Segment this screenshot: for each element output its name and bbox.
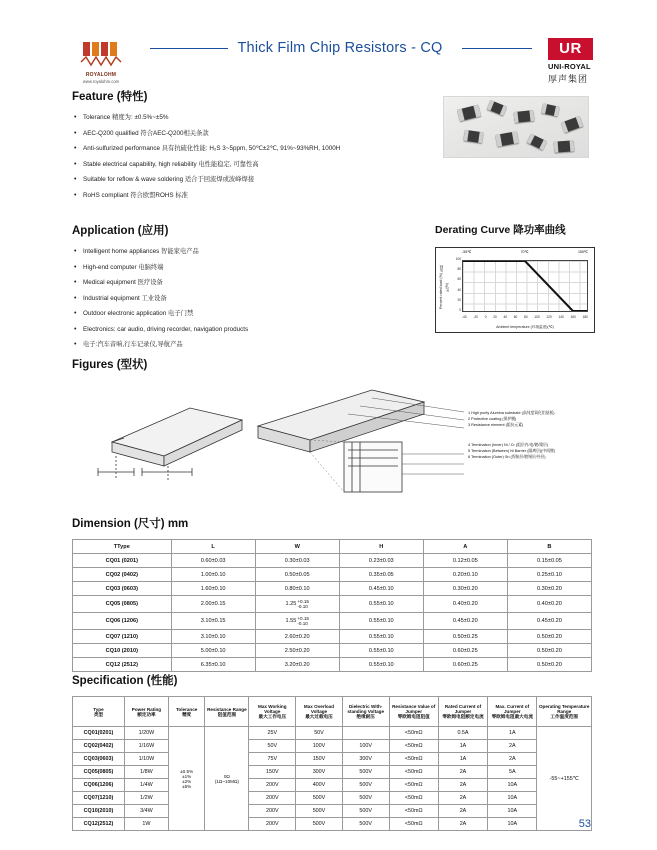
cell-l: 5.00±0.10 (171, 644, 255, 658)
col-a: A (423, 540, 507, 554)
cell-overload-voltage: 500V (296, 805, 343, 818)
col-b: B (507, 540, 591, 554)
cell-dielectric (342, 727, 389, 740)
page-title-text: Thick Film Chip Resistors - CQ (237, 40, 443, 56)
x-tick: 60 (513, 315, 518, 319)
cell-w: 0.50±0.05 (255, 568, 339, 582)
cell-b: 0.50±0.20 (507, 644, 591, 658)
x-tick: 40 (503, 315, 508, 319)
cell-w: 2.60±0.20 (255, 630, 339, 644)
cell-b: 0.50±0.20 (507, 658, 591, 672)
list-item: • AEC-Q200 qualified 符合AEC-Q200相关条款 (72, 130, 432, 139)
col-jumper-resistance-en: Resistance Value of Jumper (392, 704, 436, 714)
col-type-cn: 类型 (93, 711, 104, 717)
cell-rated-current: 0.5A (438, 727, 487, 740)
col-jumper-rated-current-cn: 零欧姆电阻额定电流 (442, 714, 484, 719)
cell-overload-voltage: 100V (296, 740, 343, 753)
derating-y-ticks (449, 257, 461, 312)
cell-working-voltage: 200V (249, 779, 296, 792)
cell-working-voltage: 50V (249, 740, 296, 753)
cell-h: 0.23±0.03 (339, 554, 423, 568)
callout-item: 6 Termination (Outer) Sn (焊接层/镀锡层/外层) (468, 455, 546, 460)
col-power-cn: 额定功率 (137, 711, 156, 717)
cell-l: 1.60±0.10 (171, 582, 255, 596)
cell-jumper-resistance: <50mΩ (389, 740, 438, 753)
cell-type: CQ07 (1210) (73, 630, 172, 644)
list-item: • Medical equipment 医疗设备 (72, 279, 422, 288)
cell-type: CQ07(1210) (73, 792, 125, 805)
x-tick: 160 (570, 315, 576, 319)
col-max-working-voltage (249, 697, 296, 727)
derating-x-ticks (462, 315, 588, 319)
cell-h: 0.55±0.10 (339, 644, 423, 658)
page-header (0, 18, 657, 84)
cell-l: 6.35±0.10 (171, 658, 255, 672)
cell-max-current: 2A (488, 753, 537, 766)
x-tick: -40 (462, 315, 467, 319)
list-item: • Electronics: car audio, driving recorder, navigation products (72, 326, 422, 335)
cell-jumper-resistance: <50mΩ (389, 792, 438, 805)
application-extra-line (72, 341, 422, 350)
cell-type: CQ03 (0603) (73, 582, 172, 596)
cell-b: 0.40±0.20 (507, 596, 591, 613)
cell-power: 3/4W (124, 805, 168, 818)
cell-a: 0.60±0.25 (423, 644, 507, 658)
x-tick: 0 (484, 315, 487, 319)
cell-type: CQ03(0603) (73, 753, 125, 766)
cell-a: 0.60±0.25 (423, 658, 507, 672)
cell-dielectric: 300V (342, 753, 389, 766)
cell-w: 0.80±0.10 (255, 582, 339, 596)
cell-dielectric: 500V (342, 805, 389, 818)
cell-jumper-resistance: <50mΩ (389, 805, 438, 818)
col-dielectric-cn: 绝缘耐压 (356, 714, 375, 719)
cell-type: CQ01(0201) (73, 727, 125, 740)
col-resistance-range-en: Resistance Range (207, 706, 247, 712)
cell-working-voltage: 150V (249, 766, 296, 779)
table-row (73, 630, 592, 644)
y-tick: 100 (455, 257, 461, 261)
figures-diagram (72, 380, 592, 510)
col-l: L (171, 540, 255, 554)
col-dielectric-en: Dielectric With-standing Voltage (347, 704, 385, 714)
x-tick: 180 (582, 315, 588, 319)
feature-title: Feature (特性) (72, 91, 148, 103)
dimension-section (72, 515, 592, 672)
table-row (73, 644, 592, 658)
cell-l: 3.10±0.15 (171, 613, 255, 630)
cell-jumper-resistance: <50mΩ (389, 818, 438, 831)
cell-jumper-resistance: <50mΩ (389, 753, 438, 766)
cell-b: 0.25±0.10 (507, 568, 591, 582)
feature-section (72, 88, 432, 207)
cell-working-voltage: 200V (249, 792, 296, 805)
x-tick: 80 (524, 315, 528, 319)
y-tick: 80 (457, 267, 461, 272)
cell-w: 2.50±0.20 (255, 644, 339, 658)
col-jumper-max-current-cn: 零欧姆电阻最大电流 (491, 714, 533, 719)
x-tick: 20 (493, 315, 497, 319)
cell-w: 1.25 +0.15 -0.10 (255, 596, 339, 613)
cell-rated-current: 2A (438, 766, 487, 779)
feature-list (72, 114, 432, 200)
cell-b: 0.50±0.20 (507, 630, 591, 644)
list-item: • Outdoor electronic application 电子门禁 (72, 310, 422, 319)
cell-overload-voltage: 50V (296, 727, 343, 740)
table-row (73, 792, 592, 805)
application-list (72, 248, 422, 350)
royalohm-brand-text: ROYALOHM (85, 72, 117, 78)
specification-title: Specification (性能) (72, 675, 178, 687)
col-max-overload-voltage-en: Max Overload Voltage (303, 704, 335, 714)
cell-a: 0.50±0.25 (423, 630, 507, 644)
cell-rated-current: 1A (438, 753, 487, 766)
col-max-overload-voltage (296, 697, 343, 727)
derating-x-axis-label: Ambient temperature (环境温度)(℃) (496, 325, 554, 329)
cell-power: 1/10W (124, 753, 168, 766)
royalohm-logo (66, 40, 136, 84)
cell-w: 0.30±0.03 (255, 554, 339, 568)
cell-type: CQ06 (1206) (73, 613, 172, 630)
cell-a: 0.20±0.10 (423, 568, 507, 582)
tolerance-line: ±2% (182, 778, 192, 784)
callout-item: 1 High purity Alumina substrate (高纯度氧化铝基板) (468, 411, 555, 415)
cell-max-current: 1A (488, 727, 537, 740)
annotation-low: -55℃ (462, 250, 472, 254)
table-row (73, 596, 592, 613)
figures-title: Figures (型状) (72, 359, 148, 371)
table-row (73, 740, 592, 753)
cell-power: 1/8W (124, 766, 168, 779)
col-operating-temperature-cn: 工作温度范围 (550, 714, 578, 719)
cell-type: CQ10 (2010) (73, 644, 172, 658)
cell-w: 1.55 +0.15 -0.10 (255, 613, 339, 630)
specification-section (72, 672, 592, 831)
cell-dielectric: 500V (342, 792, 389, 805)
cell-resistance-range-merged (205, 727, 249, 831)
cell-a: 0.12±0.05 (423, 554, 507, 568)
y-tick: 40 (457, 287, 461, 292)
derating-curve-line (463, 261, 587, 311)
col-type: TType (73, 540, 172, 554)
derating-plot-area (462, 260, 588, 312)
cell-dielectric: 500V (342, 766, 389, 779)
col-resistance-range-cn: 阻值范围 (217, 711, 237, 717)
derating-chart (435, 247, 595, 333)
y-tick: 60 (457, 277, 461, 282)
cell-l: 0.60±0.03 (171, 554, 255, 568)
cell-overload-voltage: 150V (296, 753, 343, 766)
col-operating-temperature-en: Operating Temperature Range (538, 704, 590, 714)
cell-overload-voltage: 400V (296, 779, 343, 792)
derating-y-axis-label: Percent rated load (%) 负载比(%) (439, 264, 449, 310)
derating-section (435, 222, 595, 333)
cell-type: CQ12(2512) (73, 818, 125, 831)
dimension-table (72, 539, 592, 672)
col-type-en: Type (93, 706, 104, 712)
callout-group-terminations (468, 442, 657, 460)
col-operating-temperature (537, 697, 592, 727)
cell-a: 0.45±0.20 (423, 613, 507, 630)
uniroyal-name-cn: 厚声集团 (548, 74, 589, 84)
figures-section (72, 356, 592, 510)
list-item: • Intelligent home appliances 智能家电产品 (72, 248, 422, 257)
cell-type: CQ02(0402) (73, 740, 125, 753)
x-tick: 100 (534, 315, 540, 319)
col-tolerance-cn: 精度 (182, 711, 192, 717)
cell-l: 2.00±0.15 (171, 596, 255, 613)
cell-w: 3.20±0.20 (255, 658, 339, 672)
table-row (73, 753, 592, 766)
col-jumper-rated-current (438, 697, 487, 727)
x-tick: 120 (546, 315, 552, 319)
cell-h: 0.55±0.10 (339, 630, 423, 644)
cell-type: CQ06(1206) (73, 779, 125, 792)
list-item: • Tolerance 精度为: ±0.5%~±5% (72, 114, 432, 123)
tolerance-line: ±1% (182, 773, 192, 779)
list-item: • Anti-sulfurized performance 具有抗硫化性能: H₂S 3~5ppm, 50℃±2℃, 91%~93%RH, 1000H (72, 145, 432, 154)
cell-h: 0.45±0.10 (339, 582, 423, 596)
royalohm-website: www.royalohm.com (82, 79, 120, 84)
annotation-high: 155℃ (577, 250, 588, 254)
cell-rated-current: 2A (438, 779, 487, 792)
annotation-mid: 70℃ (520, 250, 529, 254)
cell-tolerance-merged (169, 727, 205, 831)
cell-overload-voltage: 500V (296, 792, 343, 805)
cell-power: 1/4W (124, 779, 168, 792)
tolerance-line: ±5% (182, 783, 192, 789)
y-tick: 0 (459, 307, 461, 312)
col-jumper-resistance (389, 697, 438, 727)
cell-rated-current: 2A (438, 792, 487, 805)
col-tolerance (169, 697, 205, 727)
cell-b: 0.45±0.20 (507, 613, 591, 630)
derating-title: Derating Curve 降功率曲线 (435, 224, 566, 236)
cell-h: 0.55±0.10 (339, 596, 423, 613)
col-type (73, 697, 125, 727)
cell-working-voltage: 200V (249, 805, 296, 818)
col-resistance-range (205, 697, 249, 727)
cell-overload-voltage: 500V (296, 818, 343, 831)
royalohm-logo-mark (66, 40, 136, 70)
cell-h: 0.35±0.05 (339, 568, 423, 582)
figure-callouts (468, 410, 657, 460)
cell-jumper-resistance: <50mΩ (389, 727, 438, 740)
cell-b: 0.15±0.05 (507, 554, 591, 568)
cell-rated-current: 2A (438, 805, 487, 818)
cell-h: 0.55±0.10 (339, 658, 423, 672)
application-title: Application (应用) (72, 225, 169, 237)
cell-temperature-range: -55~+155℃ (537, 727, 592, 831)
cell-working-voltage: 25V (249, 727, 296, 740)
callout-item: 5 Termination (Between) Ni Barrier (隔离层)(中间镀) (468, 449, 556, 454)
col-max-working-voltage-cn: 最大工作电压 (258, 714, 287, 719)
table-row (73, 658, 592, 672)
col-max-working-voltage-en: Max Working Voltage (258, 704, 287, 714)
col-max-overload-voltage-cn: 最大过载电压 (305, 714, 333, 719)
col-jumper-rated-current-en: Rated Current of Jumper (444, 704, 482, 714)
application-section (72, 222, 422, 357)
list-item: • RoHS compliant 符合欧盟ROHS 标准 (72, 192, 432, 201)
royalohm-logo-svg (75, 40, 127, 70)
cell-dielectric: 500V (342, 818, 389, 831)
resistance-range-line: (1Ω~10MΩ) (214, 778, 239, 784)
cell-a: 0.30±0.20 (423, 582, 507, 596)
table-row (73, 582, 592, 596)
table-row (73, 727, 592, 740)
callout-item: 3 Resistance element (阻抗元素) (468, 423, 524, 428)
page-number: 53 (578, 818, 591, 830)
cell-max-current: 10A (488, 779, 537, 792)
cell-type: CQ12 (2512) (73, 658, 172, 672)
cell-dielectric: 100V (342, 740, 389, 753)
uniroyal-badge: UR (548, 38, 593, 60)
tolerance-line: ±0.5% (180, 768, 194, 774)
col-jumper-max-current-en: Max. Current of Jumper (495, 704, 530, 714)
cell-overload-voltage: 300V (296, 766, 343, 779)
table-row (73, 805, 592, 818)
cell-type: CQ05(0805) (73, 766, 125, 779)
cell-working-voltage: 75V (249, 753, 296, 766)
table-row (73, 613, 592, 630)
y-tick: 20 (457, 297, 461, 302)
cell-type: CQ02 (0402) (73, 568, 172, 582)
cell-dielectric: 500V (342, 779, 389, 792)
uniroyal-name: UNI-ROYAL (548, 62, 591, 71)
x-tick: -20 (473, 315, 478, 319)
cell-h: 0.55±0.10 (339, 613, 423, 630)
list-item: • Stable electrical capability, high reliability 电性能稳定, 可靠性高 (72, 161, 432, 170)
cell-max-current: 10A (488, 805, 537, 818)
cell-power: 1/2W (124, 792, 168, 805)
col-tolerance-en: Tolerance (175, 706, 198, 712)
resistance-range-line: 0Ω (223, 773, 230, 779)
list-item: • Suitable for reflow & wave soldering 适合于回流焊或波峰焊接 (72, 176, 432, 185)
x-tick: 140 (558, 315, 564, 319)
col-h: H (339, 540, 423, 554)
derating-annotations (462, 250, 588, 254)
col-dielectric (342, 697, 389, 727)
callout-item: 4 Termination (Inner) Ni / Cr (阻层内/电/镀/镍层) (468, 443, 549, 448)
cell-type: CQ05 (0805) (73, 596, 172, 613)
table-row (73, 554, 592, 568)
cell-working-voltage: 200V (249, 818, 296, 831)
cell-max-current: 10A (488, 818, 537, 831)
table-row (73, 779, 592, 792)
specification-table (72, 696, 592, 831)
cell-jumper-resistance: <50mΩ (389, 779, 438, 792)
cell-rated-current: 2A (438, 818, 487, 831)
col-power (124, 697, 168, 727)
cell-type: CQ10(2010) (73, 805, 125, 818)
table-row (73, 766, 592, 779)
list-item: • High-end computer 电脑终端 (72, 264, 422, 273)
table-header-row (73, 697, 592, 727)
col-power-en: Power Rating (131, 706, 162, 712)
cell-power: 1/20W (124, 727, 168, 740)
dimension-title: Dimension (尺寸) mm (72, 518, 189, 530)
table-row (73, 818, 592, 831)
col-jumper-max-current (488, 697, 537, 727)
cell-type: CQ01 (0201) (73, 554, 172, 568)
cell-l: 3.10±0.10 (171, 630, 255, 644)
cell-a: 0.40±0.20 (423, 596, 507, 613)
list-item: • Industrial equipment 工业设备 (72, 295, 422, 304)
chip-geometry-svg (72, 380, 472, 508)
col-jumper-resistance-cn: 零欧姆电阻阻值 (397, 714, 430, 719)
cell-power: 1W (124, 818, 168, 831)
cell-l: 1.00±0.10 (171, 568, 255, 582)
cell-jumper-resistance: <50mΩ (389, 766, 438, 779)
cell-rated-current: 1A (438, 740, 487, 753)
table-header-row (73, 540, 592, 554)
callout-item: 2 Protective coating (保护膜) (468, 417, 517, 422)
col-w: W (255, 540, 339, 554)
cell-max-current: 5A (488, 766, 537, 779)
uniroyal-logo (548, 38, 593, 85)
application-extra-text: 电子:汽车音响,行车记录仪,导航产品 (83, 341, 183, 348)
cell-power: 1/16W (124, 740, 168, 753)
cell-max-current: 2A (488, 740, 537, 753)
title-rule-right (462, 48, 532, 49)
table-row (73, 568, 592, 582)
chip-resistors-photo (443, 96, 589, 158)
cell-b: 0.30±0.20 (507, 582, 591, 596)
cell-max-current: 10A (488, 792, 537, 805)
